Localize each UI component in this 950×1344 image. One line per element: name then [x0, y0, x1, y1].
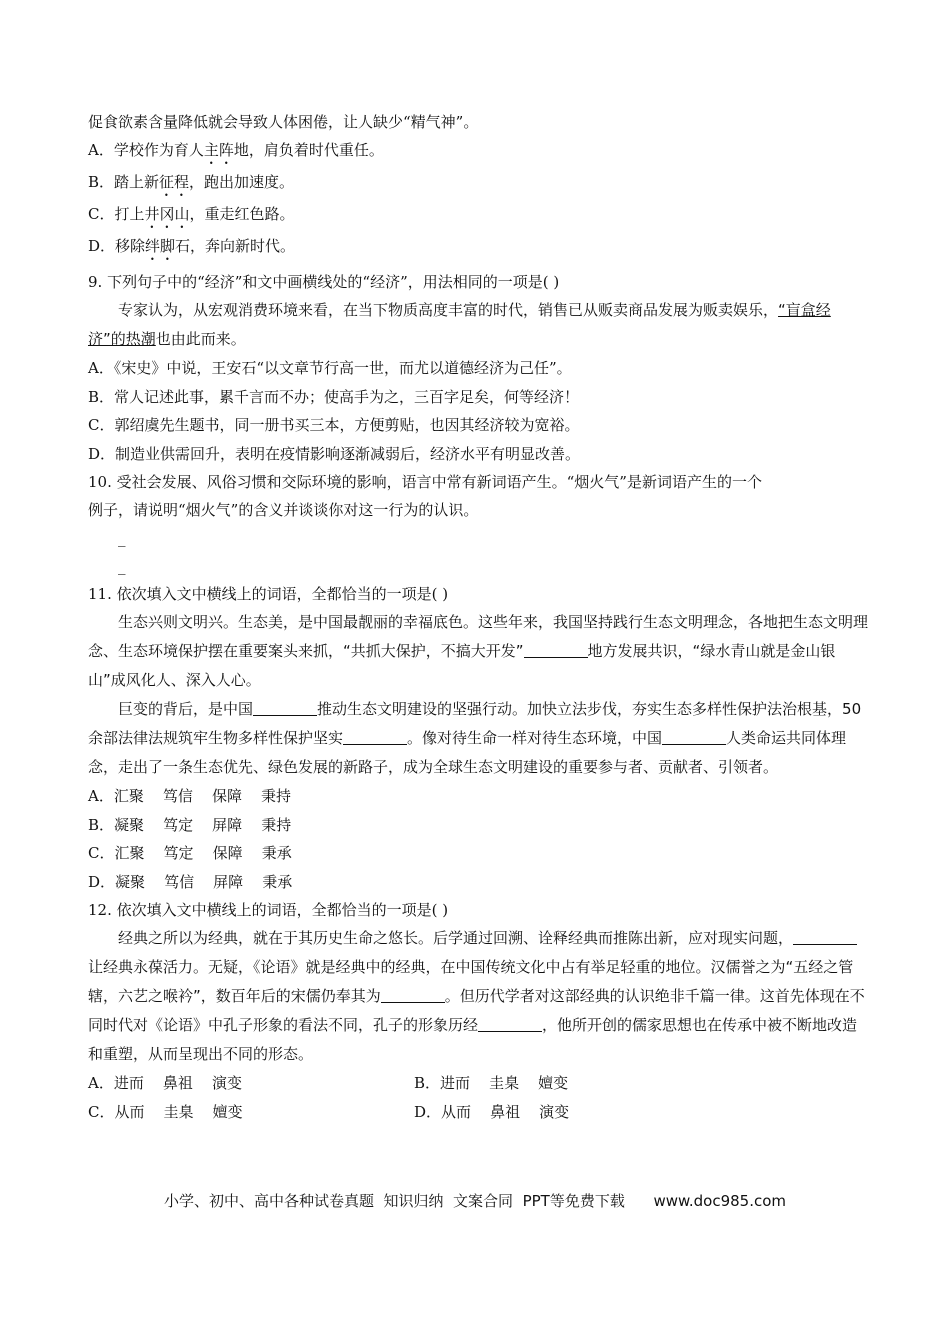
q9-option-d: D．制造业供需回升，表明在疫情影响逐渐减弱后，经济水平有明显改善。	[88, 444, 581, 463]
q12-option-b: B．进而 圭臬 嬗变	[414, 1074, 569, 1092]
q11-paragraph-1: 生态兴则文明兴。生态美，是中国最靓丽的幸福底色。这些年来，我国坚持践行生态文明理念，各地把生态文明理念、生态环境保护摆在重要案头来抓，“共抓大保护，不搞大开发” 地方发展共识，“绿水青山就是金山银山”成风化人、深入人心。	[88, 613, 869, 689]
q9-option-a: A．《宋史》中说，王安石“以文章节行高一世，而尤以道德经济为己任”。	[88, 359, 572, 377]
q12-stem: 12. 依次填入文中横线上的词语，全都恰当的一项是( )	[88, 901, 449, 919]
emphasized-word: 征程	[159, 173, 190, 191]
q12-options-row-1	[88, 1069, 868, 1098]
fill-blank	[793, 929, 857, 945]
emphasized-word: 井冈山	[144, 205, 190, 223]
q11-stem: 11. 依次填入文中横线上的词语，全都恰当的一项是( )	[88, 585, 449, 603]
q12-paragraph: 经典之所以为经典，就在于其历史生命之悠长。后学通过回溯、诠释经典而推陈出新，应对现实问题，让经典永葆活力。无疑，《论语》就是经典中的经典，在中国传统文化中占有举足轻重的地位。汉儒誉之为“五经之管辖，六艺之喉衿”，数百年后的宋儒仍奉其为 。但历代学者对这部经典的认识绝非千篇一律。这首先体现在不同时代对《论语》中孔子形象的看法不同，孔子的形象历经 ，他所开创的儒家思想也在传承中被不断地改造和重塑，从而呈现出不同的形态。	[88, 929, 865, 1063]
answer-blank-line: _	[118, 529, 126, 547]
q10-stem-line2: 例子，请说明“烟火气”的含义并谈谈你对这一行为的认识。	[88, 501, 479, 519]
fill-blank	[253, 700, 317, 716]
fill-blank	[343, 729, 407, 745]
underlined-phrase: “盲盒经济”的热潮	[88, 301, 831, 348]
q11-option-a: A．汇聚 笃信 保障 秉持	[88, 787, 292, 805]
page-footer: 小学、初中、高中各种试卷真题 知识归纳 文案合同 PPT等免费下载 www.doc985.com	[163, 1192, 787, 1210]
q8-option-c: C．打上井冈山，重走红色路。	[88, 205, 295, 223]
q11-option-d: D．凝聚 笃信 屏障 秉承	[88, 872, 293, 891]
q9-passage: 专家认为，从宏观消费环境来看，在当下物质高度丰富的时代，销售已从贩卖商品发展为贩卖娱乐，“盲盒经济”的热潮也由此而来。	[88, 301, 831, 348]
fill-blank	[381, 987, 445, 1003]
fill-blank	[524, 642, 588, 658]
q11-option-c: C．汇聚 笃定 保障 秉承	[88, 844, 292, 862]
q10-stem-line1: 10. 受社会发展、风俗习惯和交际环境的影响，语言中常有新词语产生。“烟火气”是新词语产生的一个	[88, 473, 762, 491]
q8-option-a: A．学校作为育人主阵地，肩负着时代重任。	[88, 141, 384, 159]
fill-blank	[478, 1016, 542, 1032]
q8-stem-continuation: 促食欲素含量降低就会导致人体困倦，让人缺少“精气神”。	[88, 113, 479, 131]
q11-option-b: B．凝聚 笃定 屏障 秉持	[88, 815, 292, 834]
q12-option-c: C．从而 圭臬 嬗变	[88, 1102, 243, 1121]
emphasized-word: 主阵	[203, 141, 234, 159]
q8-option-b: B．踏上新征程，跑出加速度。	[88, 173, 295, 191]
q11-paragraph-2: 巨变的背后，是中国 推动生态文明建设的坚强行动。加快立法步伐，夯实生态多样性保护法治根基，50余部法律法规筑牢生物多样性保护坚实 。像对待生命一样对待生态环境，中国 人类命运共同体理念，走出了一条生态优先、绿色发展的新路子，成为全球生态文明建设的重要参与者、贡献者、引领者。	[88, 700, 862, 776]
emphasized-word: 绊脚	[145, 237, 176, 255]
q9-option-b: B．常人记述此事，累千言而不办；使高手为之，三百字足矣，何等经济！	[88, 387, 580, 406]
q12-options-row-2	[88, 1098, 868, 1127]
q9-option-c: C．郭绍虞先生题书，同一册书买三本，方便剪贴，也因其经济较为宽裕。	[88, 416, 580, 434]
q12-option-d: D．从而 鼻祖 演变	[414, 1102, 570, 1121]
q12-option-a: A．进而 鼻祖 演变	[88, 1074, 242, 1092]
q8-option-d: D．移除绊脚石，奔向新时代。	[88, 237, 296, 255]
q9-stem: 9. 下列句子中的“经济”和文中画横线处的“经济”，用法相同的一项是( )	[88, 273, 560, 291]
answer-blank-line: _	[118, 557, 126, 575]
fill-blank	[662, 729, 726, 745]
document-page	[88, 108, 868, 1126]
